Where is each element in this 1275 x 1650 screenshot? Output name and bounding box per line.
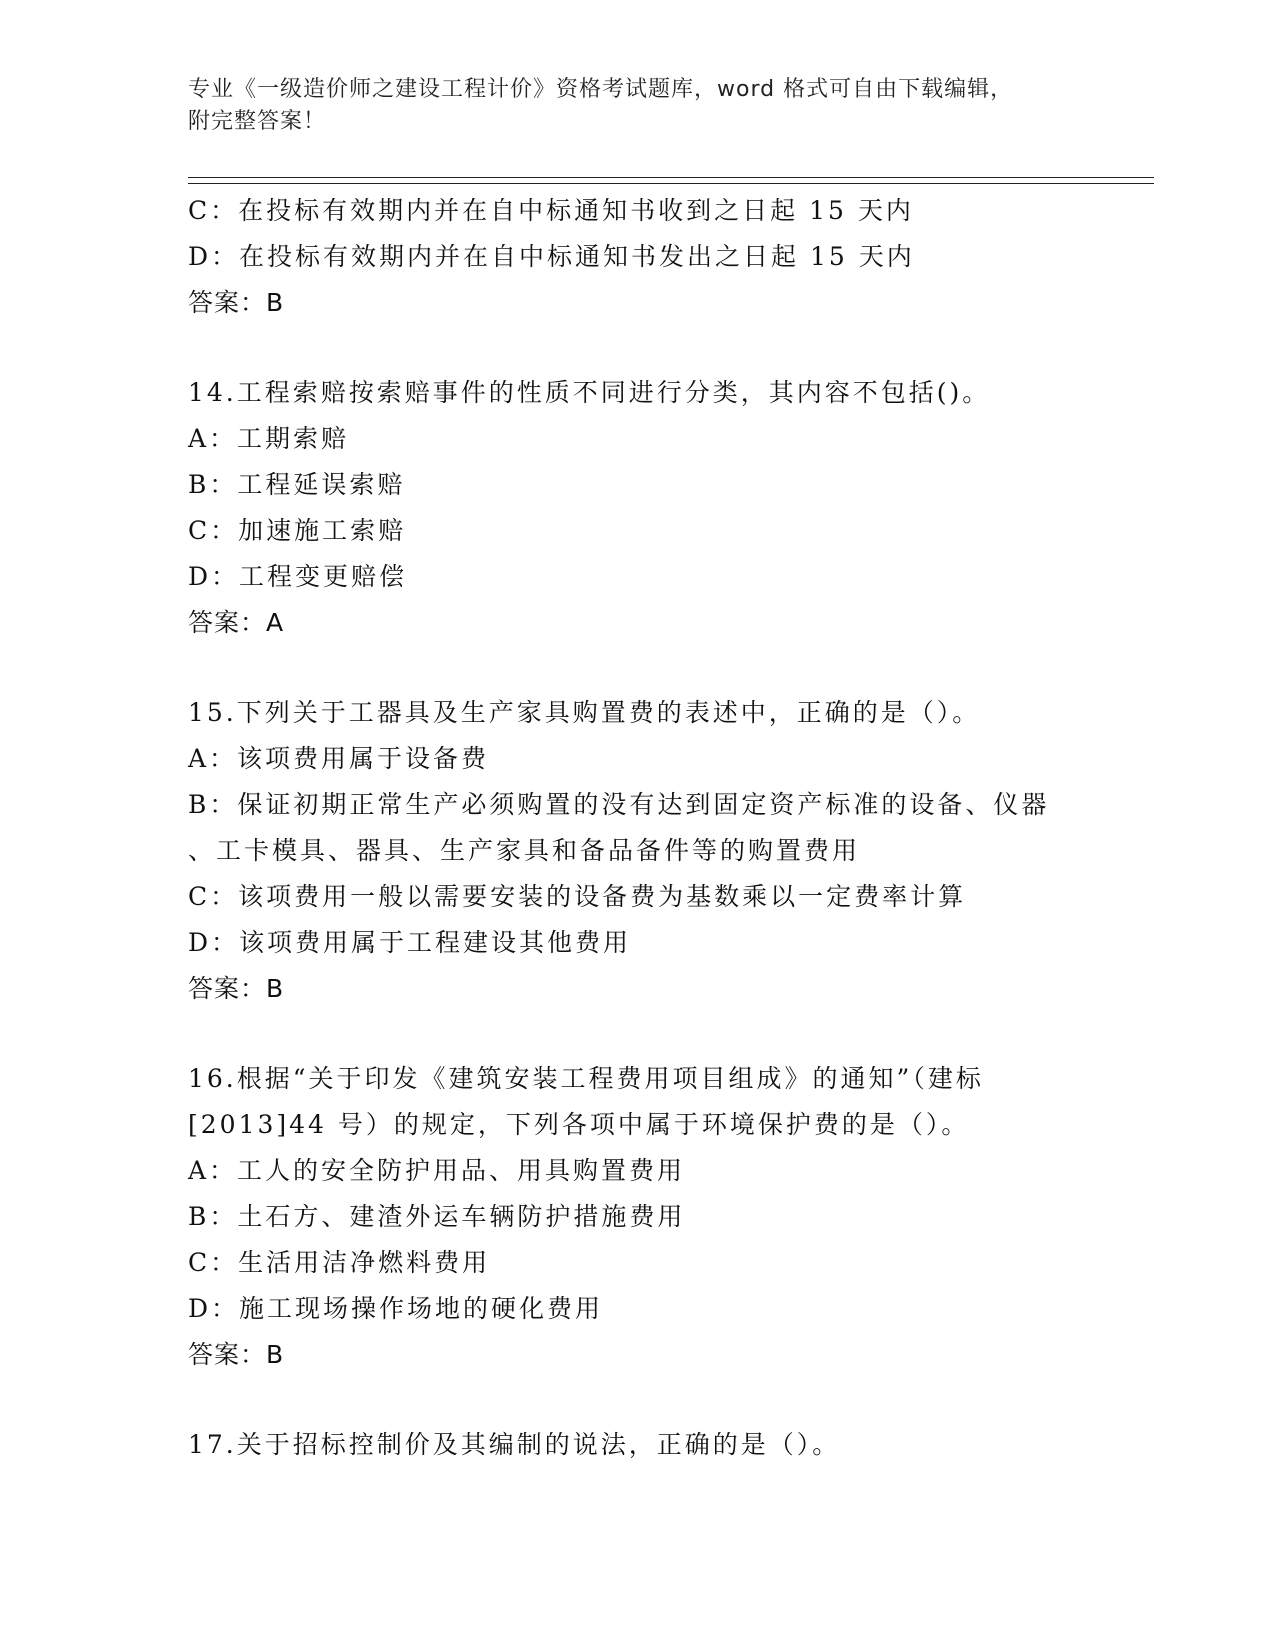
question-17 [188, 1422, 1138, 1468]
option-d: D：在投标有效期内并在自中标通知书发出之日起 15 天内 [188, 242, 915, 271]
answer-label: 答案：A [188, 608, 285, 637]
option-b-continued: 、工卡模具、器具、生产家具和备品备件等的购置费用 [188, 836, 861, 865]
option-c: C：该项费用一般以需要安装的设备费为基数乘以一定费率计算 [188, 882, 967, 911]
option-d: D：施工现场操作场地的硬化费用 [188, 1294, 604, 1323]
option-c: C：在投标有效期内并在自中标通知书收到之日起 15 天内 [188, 196, 914, 225]
question-text: 17.关于招标控制价及其编制的说法，正确的是（）。 [188, 1430, 841, 1459]
question-15 [188, 690, 1138, 1012]
option-a: A：工人的安全防护用品、用具购置费用 [188, 1156, 686, 1185]
header-line-1: 专业《一级造价师之建设工程计价》资格考试题库，word 格式可自由下载编辑， [188, 77, 1014, 102]
answer-label: 答案：B [188, 1340, 285, 1369]
document-header [188, 74, 1128, 138]
question-text-continued: [2013]44 号）的规定，下列各项中属于环境保护费的是（）。 [188, 1110, 970, 1139]
option-c: C：生活用洁净燃料费用 [188, 1248, 491, 1277]
header-divider-top [188, 177, 1154, 178]
question-text: 15.下列关于工器具及生产家具购置费的表述中，正确的是（）。 [188, 698, 981, 727]
answer-label: 答案：B [188, 974, 285, 1003]
spacer [188, 326, 1138, 370]
question-text: 16.根据“关于印发《建筑安装工程费用项目组成》的通知”（建标 [188, 1064, 984, 1093]
answer-label: 答案：B [188, 288, 285, 317]
question-14 [188, 370, 1138, 646]
option-d: D：该项费用属于工程建设其他费用 [188, 928, 632, 957]
spacer [188, 1012, 1138, 1056]
question-text: 14.工程索赔按索赔事件的性质不同进行分类，其内容不包括()。 [188, 378, 991, 407]
question-16 [188, 1056, 1138, 1378]
option-a: A：工期索赔 [188, 424, 350, 453]
question-list [188, 188, 1138, 1468]
option-b: B：土石方、建渣外运车辆防护措施费用 [188, 1202, 686, 1231]
spacer [188, 1378, 1138, 1422]
spacer [188, 646, 1138, 690]
question-13-continued [188, 188, 1138, 326]
option-c: C：加速施工索赔 [188, 516, 407, 545]
header-line-2: 附完整答案！ [188, 109, 327, 134]
option-b: B：保证初期正常生产必须购置的没有达到固定资产标准的设备、仪器 [188, 790, 1050, 819]
option-d: D：工程变更赔偿 [188, 562, 408, 591]
option-a: A：该项费用属于设备费 [188, 744, 490, 773]
option-b: B：工程延误索赔 [188, 470, 406, 499]
header-divider-bottom [188, 183, 1154, 184]
